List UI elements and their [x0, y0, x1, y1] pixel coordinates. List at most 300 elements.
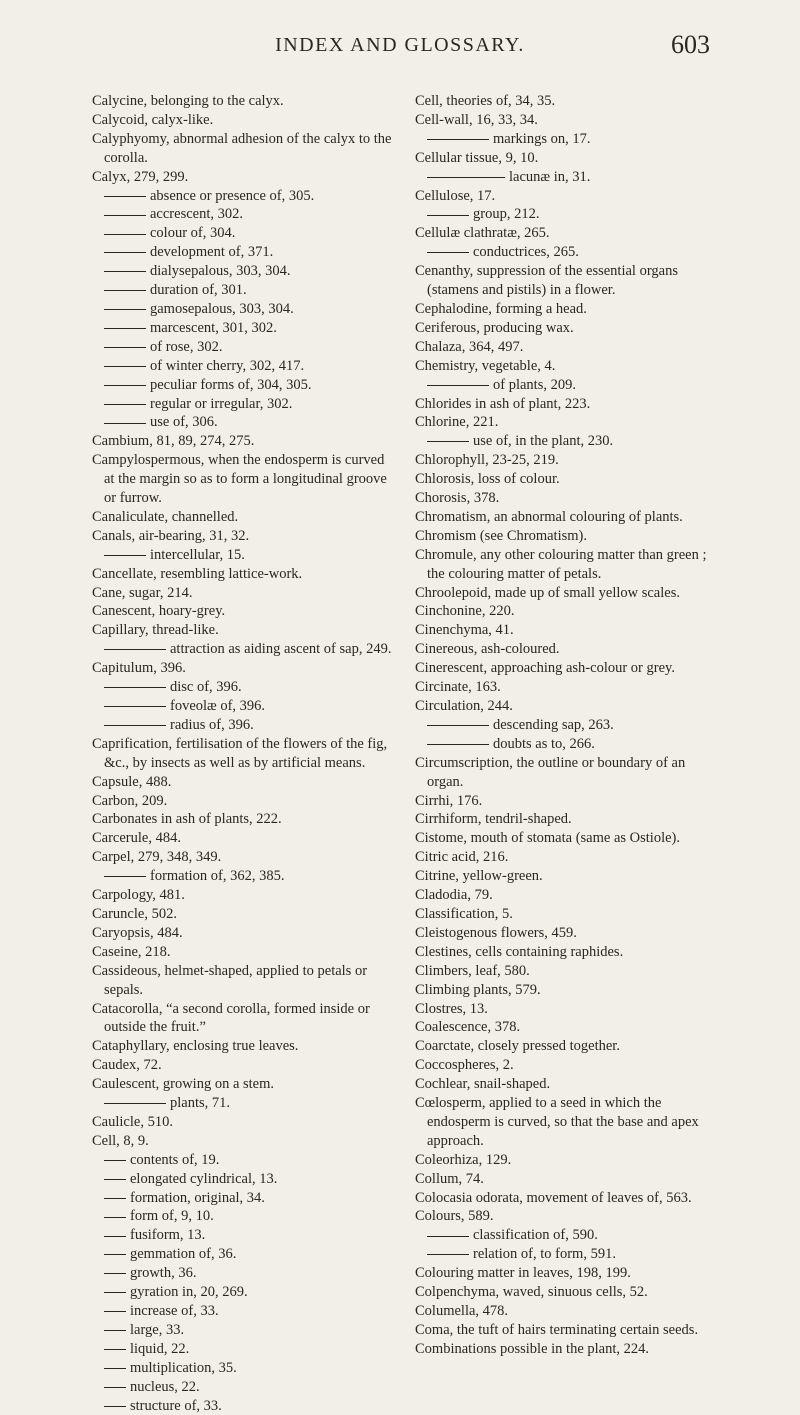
entry-text: Columella, 478.: [415, 1303, 509, 1319]
index-entry: [92, 848, 397, 867]
ditto-dash: [427, 1254, 469, 1255]
ditto-dash: [104, 328, 146, 329]
entry-text: Collum, 74.: [415, 1170, 484, 1187]
index-subentry: [92, 716, 397, 735]
index-subentry: [415, 243, 720, 262]
index-entry: [92, 962, 397, 1000]
ditto-dash: [427, 385, 489, 386]
index-entry: [92, 584, 397, 603]
ditto-dash: [104, 1368, 126, 1369]
entry-text: Coleorhiza, 129.: [415, 1151, 512, 1168]
entry-text: Campylospermous, when the endosperm is curved at the margin so as to form a longitudinal groove or furrow.: [92, 452, 387, 507]
index-subentry: [92, 1207, 397, 1226]
entry-text: group, 212.: [473, 206, 540, 223]
index-entry: [415, 1321, 720, 1340]
entry-text: Coalescence, 378.: [415, 1019, 521, 1036]
entry-text: foveolæ of, 396.: [170, 698, 266, 714]
index-entry: [415, 867, 720, 886]
index-subentry: [92, 224, 397, 243]
entry-text: liquid, 22.: [130, 1340, 190, 1357]
index-entry: [415, 943, 720, 962]
entry-text: Capitulum, 396.: [92, 660, 186, 677]
index-entry: [415, 754, 720, 792]
ditto-dash: [104, 1406, 126, 1407]
index-entry: [92, 168, 397, 187]
right-column: [415, 92, 720, 1359]
ditto-dash: [427, 1236, 469, 1237]
entry-text: use of, in the plant, 230.: [473, 433, 614, 450]
index-entry: [415, 1075, 720, 1094]
entry-text: Cœlosperm, applied to a seed in which the endosperm is curved, so that the base and apex approach.: [415, 1095, 699, 1149]
ditto-dash: [104, 1179, 126, 1180]
entry-text: Ceriferous, producing wax.: [415, 319, 574, 336]
entry-text: Cinereous, ash-coloured.: [415, 641, 560, 658]
index-entry: [92, 1113, 397, 1132]
left-column: [92, 92, 397, 1415]
index-entry: [92, 905, 397, 924]
entry-text: Colours, 589.: [415, 1208, 494, 1225]
ditto-dash: [104, 215, 146, 216]
entry-text: of winter cherry, 302, 417.: [150, 357, 305, 374]
index-entry: [415, 602, 720, 621]
entry-text: descending sap, 263.: [493, 716, 614, 733]
entry-text: conductrices, 265.: [473, 244, 579, 261]
index-subentry: [92, 1340, 397, 1359]
index-entry: [92, 735, 397, 773]
ditto-dash: [104, 1217, 126, 1218]
entry-text: Cephalodine, forming a head.: [415, 300, 587, 317]
index-entry: [415, 357, 720, 376]
ditto-dash: [427, 177, 505, 178]
entry-text: duration of, 301.: [150, 282, 247, 299]
entry-text: elongated cylindrical, 13.: [130, 1170, 278, 1187]
entry-text: Cinenchyma, 41.: [415, 622, 514, 639]
entry-text: lacunæ in, 31.: [509, 168, 591, 185]
index-entry: [415, 149, 720, 168]
entry-text: Chlorides in ash of plant, 223.: [415, 395, 591, 412]
index-entry: [415, 905, 720, 924]
index-entry: [415, 1056, 720, 1075]
index-subentry: [92, 413, 397, 432]
entry-text: Cell, theories of, 34, 35.: [415, 93, 556, 109]
index-subentry: [415, 130, 720, 149]
index-entry: [415, 792, 720, 811]
index-entry: [415, 659, 720, 678]
entry-text: classification of, 590.: [473, 1227, 598, 1244]
index-subentry: [92, 338, 397, 357]
index-entry: [92, 829, 397, 848]
entry-text: Calyphyomy, abnormal adhesion of the calyx to the corolla.: [92, 130, 392, 166]
index-subentry: [92, 1170, 397, 1189]
ditto-dash: [104, 385, 146, 386]
entry-text: structure of, 33.: [130, 1397, 222, 1414]
index-entry: [415, 678, 720, 697]
ditto-dash: [104, 1236, 126, 1237]
entry-text: attraction as aiding ascent of sap, 249.: [170, 641, 392, 658]
index-entry: [415, 848, 720, 867]
index-entry: [415, 886, 720, 905]
entry-text: formation of, 362, 385.: [150, 868, 285, 885]
index-subentry: [92, 243, 397, 262]
entry-text: Cancellate, resembling lattice-work.: [92, 565, 303, 582]
entry-text: Chromism (see Chromatism).: [415, 527, 587, 544]
entry-text: Cladodia, 79.: [415, 887, 493, 904]
entry-text: Chalaza, 364, 497.: [415, 338, 524, 355]
entry-text: Coarctate, closely pressed together.: [415, 1038, 620, 1055]
ditto-dash: [104, 234, 146, 235]
index-entry: [415, 1000, 720, 1019]
ditto-dash: [104, 725, 166, 726]
index-entry: [92, 1075, 397, 1094]
index-entry: [415, 508, 720, 527]
index-entry: [92, 565, 397, 584]
entry-text: markings on, 17.: [493, 130, 591, 147]
ditto-dash: [104, 687, 166, 688]
index-subentry: [92, 319, 397, 338]
index-subentry: [92, 300, 397, 319]
index-entry: [415, 924, 720, 943]
entry-text: Cinerescent, approaching ash-colour or grey.: [415, 660, 675, 677]
index-entry: [415, 470, 720, 489]
entry-text: colour of, 304.: [150, 225, 236, 242]
entry-text: Colouring matter in leaves, 198, 199.: [415, 1265, 631, 1282]
index-entry: [415, 300, 720, 319]
entry-text: Carpel, 279, 348, 349.: [92, 849, 222, 866]
ditto-dash: [104, 706, 166, 707]
ditto-dash: [427, 139, 489, 140]
index-entry: [415, 1151, 720, 1170]
index-entry: [415, 621, 720, 640]
entry-text: gamosepalous, 303, 304.: [150, 300, 294, 317]
entry-text: Caseine, 218.: [92, 943, 171, 960]
ditto-dash: [104, 1103, 166, 1104]
entry-text: nucleus, 22.: [130, 1378, 200, 1395]
entry-text: Calycine, belonging to the calyx.: [92, 93, 284, 109]
index-entry: [415, 1094, 720, 1151]
index-subentry: [92, 1321, 397, 1340]
entry-text: Caprification, fertilisation of the flowers of the fig, &c., by insects as well as by artificial means.: [92, 735, 388, 771]
index-subentry: [92, 1226, 397, 1245]
entry-text: gyration in, 20, 269.: [130, 1284, 248, 1301]
index-subentry: [92, 1264, 397, 1283]
index-entry: [415, 1037, 720, 1056]
index-entry: [415, 640, 720, 659]
entry-text: Catacorolla, “a second corolla, formed inside or outside the fruit.”: [92, 1000, 370, 1036]
entry-text: plants, 71.: [170, 1095, 231, 1112]
ditto-dash: [104, 1160, 126, 1161]
ditto-dash: [104, 1330, 126, 1331]
ditto-dash: [427, 744, 489, 745]
entry-text: Cell-wall, 16, 33, 34.: [415, 111, 538, 128]
index-subentry: [415, 432, 720, 451]
entry-text: Cinchonine, 220.: [415, 603, 515, 620]
index-entry: [92, 810, 397, 829]
index-entry: [92, 792, 397, 811]
ditto-dash: [104, 1254, 126, 1255]
index-entry: [415, 1189, 720, 1208]
entry-text: Combinations possible in the plant, 224.: [415, 1340, 650, 1357]
entry-text: Caudex, 72.: [92, 1057, 162, 1074]
entry-text: Cistome, mouth of stomata (same as Ostiole).: [415, 830, 680, 847]
entry-text: intercellular, 15.: [150, 546, 245, 563]
ditto-dash: [104, 271, 146, 272]
entry-text: Climbing plants, 579.: [415, 981, 541, 998]
ditto-dash: [104, 196, 146, 197]
index-subentry: [92, 205, 397, 224]
ditto-dash: [427, 252, 469, 253]
index-subentry: [92, 1359, 397, 1378]
entry-text: Chorosis, 378.: [415, 490, 500, 507]
entry-text: Cochlear, snail-shaped.: [415, 1076, 551, 1093]
ditto-dash: [104, 423, 146, 424]
entry-text: accrescent, 302.: [150, 206, 243, 223]
entry-text: form of, 9, 10.: [130, 1208, 214, 1225]
index-subentry: [92, 867, 397, 886]
entry-text: Calycoid, calyx-like.: [92, 111, 214, 128]
index-subentry: [92, 1189, 397, 1208]
entry-text: dialysepalous, 303, 304.: [150, 263, 291, 280]
entry-text: doubts as to, 266.: [493, 735, 595, 752]
ditto-dash: [104, 876, 146, 877]
entry-text: absence or presence of, 305.: [150, 187, 315, 204]
index-subentry: [92, 1094, 397, 1113]
entry-text: gemmation of, 36.: [130, 1246, 237, 1263]
entry-text: Cellular tissue, 9, 10.: [415, 149, 539, 166]
entry-text: Clostres, 13.: [415, 1000, 488, 1017]
entry-text: Caulescent, growing on a stem.: [92, 1076, 275, 1093]
index-entry: [92, 886, 397, 905]
index-subentry: [92, 1302, 397, 1321]
index-entry: [92, 659, 397, 678]
index-entry: [92, 111, 397, 130]
entry-text: Clestines, cells containing raphides.: [415, 943, 624, 960]
index-entry: [415, 111, 720, 130]
index-entry: [92, 1037, 397, 1056]
index-entry: [415, 319, 720, 338]
entry-text: Cenanthy, suppression of the essential organs (stamens and pistils) in a flower.: [415, 263, 678, 299]
entry-text: Cleistogenous flowers, 459.: [415, 924, 577, 941]
index-subentry: [415, 1245, 720, 1264]
entry-text: large, 33.: [130, 1321, 185, 1338]
index-entry: [415, 829, 720, 848]
index-entry: [92, 527, 397, 546]
index-subentry: [92, 546, 397, 565]
index-subentry: [92, 1378, 397, 1397]
ditto-dash: [104, 404, 146, 405]
entry-text: formation, original, 34.: [130, 1189, 265, 1206]
entry-text: Caruncle, 502.: [92, 905, 177, 922]
entry-text: Climbers, leaf, 580.: [415, 962, 530, 979]
index-entry: [415, 1018, 720, 1037]
entry-text: Chlorophyll, 23-25, 219.: [415, 452, 559, 469]
index-entry: [415, 489, 720, 508]
entry-text: growth, 36.: [130, 1265, 197, 1282]
entry-text: Carcerule, 484.: [92, 830, 181, 847]
index-subentry: [92, 678, 397, 697]
entry-text: Coccospheres, 2.: [415, 1057, 514, 1074]
ditto-dash: [104, 1387, 126, 1388]
index-entry: [415, 584, 720, 603]
entry-text: Colocasia odorata, movement of leaves of, 563.: [415, 1189, 692, 1206]
index-entry: [415, 262, 720, 300]
index-entry: [92, 130, 397, 168]
index-subentry: [92, 357, 397, 376]
index-entry: [415, 187, 720, 206]
entry-text: radius of, 396.: [170, 716, 254, 733]
entry-text: Carbonates in ash of plants, 222.: [92, 811, 282, 828]
entry-text: multiplication, 35.: [130, 1359, 237, 1376]
entry-text: of rose, 302.: [150, 338, 223, 355]
index-subentry: [415, 735, 720, 754]
entry-text: Capillary, thread-like.: [92, 622, 219, 639]
entry-text: Coma, the tuft of hairs terminating certain seeds.: [415, 1321, 699, 1338]
index-entry: [92, 1132, 397, 1151]
entry-text: Chroolepoid, made up of small yellow scales.: [415, 584, 680, 601]
entry-text: Cassideous, helmet-shaped, applied to petals or sepals.: [92, 962, 368, 998]
index-entry: [415, 338, 720, 357]
entry-text: Cambium, 81, 89, 274, 275.: [92, 433, 255, 450]
entry-text: Classification, 5.: [415, 905, 513, 922]
entry-text: Chlorosis, loss of colour.: [415, 471, 560, 488]
index-subentry: [92, 697, 397, 716]
entry-text: Canescent, hoary-grey.: [92, 603, 226, 620]
index-entry: [92, 92, 397, 111]
entry-text: contents of, 19.: [130, 1151, 220, 1168]
entry-text: Calyx, 279, 299.: [92, 168, 189, 185]
index-entry: [415, 981, 720, 1000]
index-entry: [415, 527, 720, 546]
ditto-dash: [427, 215, 469, 216]
entry-text: Carbon, 209.: [92, 792, 168, 809]
index-entry: [415, 697, 720, 716]
index-entry: [92, 1056, 397, 1075]
running-title: INDEX AND GLOSSARY.: [275, 34, 525, 56]
index-subentry: [92, 1151, 397, 1170]
entry-text: Canals, air-bearing, 31, 32.: [92, 527, 250, 544]
entry-text: increase of, 33.: [130, 1303, 219, 1319]
entry-text: use of, 306.: [150, 414, 218, 431]
index-entry: [415, 1207, 720, 1226]
entry-text: Circinate, 163.: [415, 679, 501, 696]
index-entry: [92, 924, 397, 943]
index-entry: [92, 943, 397, 962]
index-entry: [92, 1000, 397, 1038]
page-header: [0, 30, 800, 70]
ditto-dash: [104, 309, 146, 310]
ditto-dash: [104, 1273, 126, 1274]
ditto-dash: [104, 252, 146, 253]
index-entry: [415, 546, 720, 584]
ditto-dash: [104, 649, 166, 650]
index-entry: [415, 1264, 720, 1283]
index-entry: [92, 602, 397, 621]
index-entry: [92, 773, 397, 792]
entry-text: Circulation, 244.: [415, 698, 513, 714]
index-entry: [415, 1170, 720, 1189]
index-subentry: [415, 168, 720, 187]
entry-text: Colpenchyma, waved, sinuous cells, 52.: [415, 1284, 648, 1301]
index-entry: [415, 962, 720, 981]
entry-text: disc of, 396.: [170, 679, 242, 696]
entry-text: Cirrhiform, tendril-shaped.: [415, 811, 572, 828]
entry-text: Canaliculate, channelled.: [92, 508, 239, 525]
ditto-dash: [427, 725, 489, 726]
ditto-dash: [104, 1349, 126, 1350]
entry-text: Chemistry, vegetable, 4.: [415, 357, 556, 374]
index-entry: [92, 451, 397, 508]
ditto-dash: [427, 441, 469, 442]
index-entry: [92, 508, 397, 527]
index-entry: [415, 1302, 720, 1321]
entry-text: Cataphyllary, enclosing true leaves.: [92, 1038, 299, 1055]
entry-text: of plants, 209.: [493, 376, 576, 393]
index-entry: [415, 413, 720, 432]
index-subentry: [92, 187, 397, 206]
entry-text: development of, 371.: [150, 244, 274, 261]
entry-text: Cellulose, 17.: [415, 187, 496, 204]
entry-text: fusiform, 13.: [130, 1227, 206, 1244]
ditto-dash: [104, 366, 146, 367]
ditto-dash: [104, 1292, 126, 1293]
ditto-dash: [104, 347, 146, 348]
index-subentry: [415, 1226, 720, 1245]
index-subentry: [92, 376, 397, 395]
entry-text: marcescent, 301, 302.: [150, 319, 277, 336]
entry-text: Cirrhi, 176.: [415, 792, 483, 809]
entry-text: Citric acid, 216.: [415, 849, 509, 866]
entry-text: Capsule, 488.: [92, 773, 172, 790]
index-entry: [415, 1340, 720, 1359]
index-subentry: [415, 205, 720, 224]
entry-text: regular or irregular, 302.: [150, 395, 293, 412]
index-subentry: [92, 640, 397, 659]
index-entry: [415, 810, 720, 829]
index-subentry: [415, 716, 720, 735]
index-subentry: [92, 395, 397, 414]
entry-text: Cell, 8, 9.: [92, 1132, 149, 1149]
ditto-dash: [104, 1198, 126, 1199]
index-subentry: [92, 262, 397, 281]
entry-text: Cellulæ clathratæ, 265.: [415, 225, 550, 242]
index-entry: [415, 224, 720, 243]
entry-text: Cane, sugar, 214.: [92, 584, 193, 601]
entry-text: peculiar forms of, 304, 305.: [150, 376, 312, 393]
ditto-dash: [104, 290, 146, 291]
entry-text: Citrine, yellow-green.: [415, 868, 543, 885]
page-number: 603: [671, 30, 710, 59]
entry-text: Circumscription, the outline or boundary of an organ.: [415, 754, 686, 790]
ditto-dash: [104, 1311, 126, 1312]
entry-text: Caryopsis, 484.: [92, 924, 183, 941]
index-subentry: [92, 1283, 397, 1302]
index-subentry: [415, 376, 720, 395]
entry-text: Chlorine, 221.: [415, 414, 499, 431]
entry-text: Chromatism, an abnormal colouring of plants.: [415, 508, 683, 525]
entry-text: Carpology, 481.: [92, 887, 185, 904]
index-subentry: [92, 281, 397, 300]
index-entry: [415, 92, 720, 111]
index-subentry: [92, 1397, 397, 1415]
index-entry: [415, 395, 720, 414]
index-entry: [415, 451, 720, 470]
ditto-dash: [104, 555, 146, 556]
entry-text: relation of, to form, 591.: [473, 1246, 616, 1263]
entry-text: Caulicle, 510.: [92, 1113, 173, 1130]
index-entry: [415, 1283, 720, 1302]
entry-text: Chromule, any other colouring matter than green ; the colouring matter of petals.: [415, 546, 707, 582]
index-entry: [92, 432, 397, 451]
index-entry: [92, 621, 397, 640]
